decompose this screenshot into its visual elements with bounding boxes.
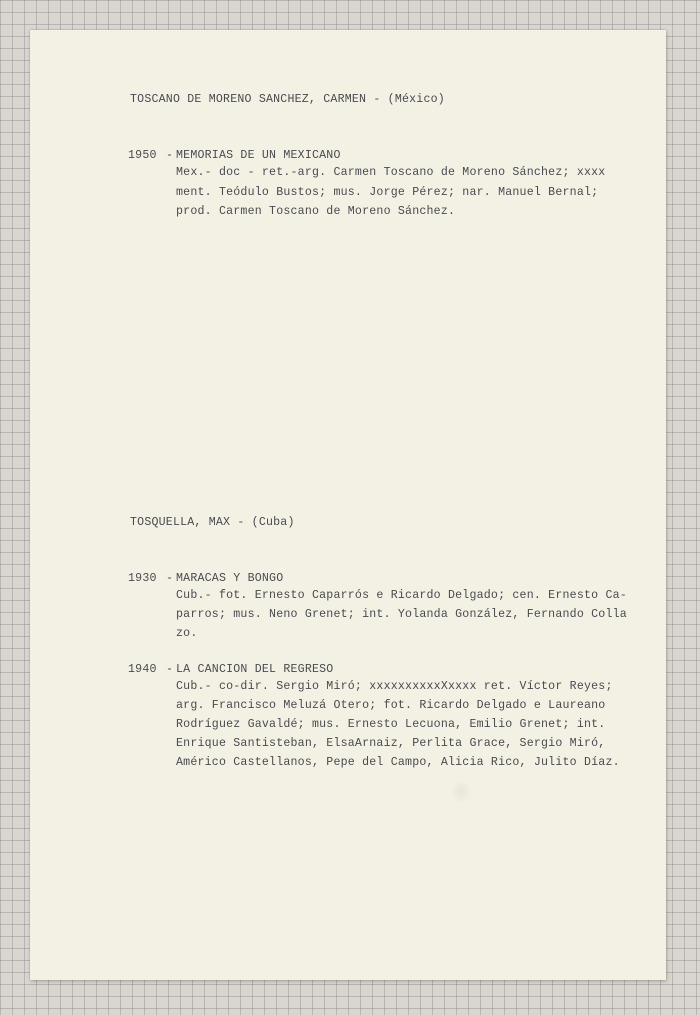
index-card bbox=[30, 30, 666, 980]
dash: - bbox=[166, 663, 174, 676]
film-title: LA CANCION DEL REGRESO bbox=[176, 663, 334, 676]
film-credit-line: zo. bbox=[176, 627, 198, 640]
film-credit-line: Rodríguez Gavaldé; mus. Ernesto Lecuona, Emilio Grenet; int. bbox=[176, 718, 606, 731]
film-title: MEMORIAS DE UN MEXICANO bbox=[176, 149, 341, 162]
paper-smudge bbox=[450, 780, 472, 804]
film-credit-line: Cub.- fot. Ernesto Caparrós e Ricardo Delgado; cen. Ernesto Ca- bbox=[176, 589, 627, 602]
film-credit-line: arg. Francisco Meluzá Otero; fot. Ricardo Delgado e Laureano bbox=[176, 699, 606, 712]
entry-heading: TOSCANO DE MORENO SANCHEZ, CARMEN - (México) bbox=[130, 93, 445, 106]
film-title: MARACAS Y BONGO bbox=[176, 572, 284, 585]
film-credit-line: ment. Teódulo Bustos; mus. Jorge Pérez; nar. Manuel Bernal; bbox=[176, 186, 599, 199]
film-credit-line: Mex.- doc - ret.-arg. Carmen Toscano de Moreno Sánchez; xxxx bbox=[176, 166, 606, 179]
entry-heading: TOSQUELLA, MAX - (Cuba) bbox=[130, 516, 295, 529]
film-year: 1950 bbox=[128, 149, 157, 162]
film-credit-line: Cub.- co-dir. Sergio Miró; xxxxxxxxxxXxxxx ret. Víctor Reyes; bbox=[176, 680, 613, 693]
film-credit-line: Enrique Santisteban, ElsaArnaiz, Perlita Grace, Sergio Miró, bbox=[176, 737, 606, 750]
film-credit-line: prod. Carmen Toscano de Moreno Sánchez. bbox=[176, 205, 456, 218]
film-year: 1940 bbox=[128, 663, 157, 676]
dash: - bbox=[166, 149, 174, 162]
film-year: 1930 bbox=[128, 572, 157, 585]
film-credit-line: parros; mus. Neno Grenet; int. Yolanda González, Fernando Colla bbox=[176, 608, 627, 621]
dash: - bbox=[166, 572, 174, 585]
film-credit-line: Américo Castellanos, Pepe del Campo, Alicia Rico, Julito Díaz. bbox=[176, 756, 620, 769]
